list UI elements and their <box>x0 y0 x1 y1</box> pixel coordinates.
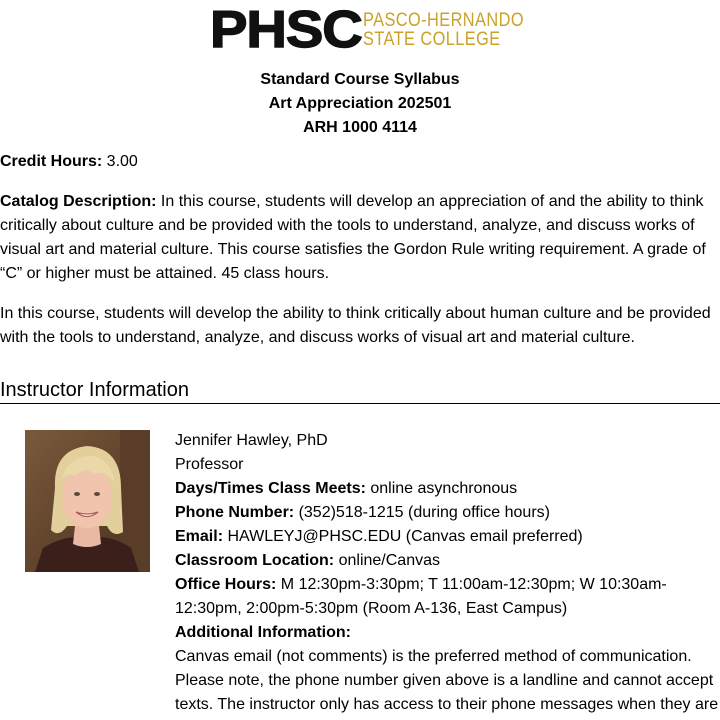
instructor-photo <box>25 430 150 572</box>
office-hours-label: Office Hours: <box>175 576 277 593</box>
additional-information-text: Canvas email (not comments) is the preferred method of communication. Please note, the phone number given above is a landline and cannot accept texts. The instructor only has access to their phone messages when they are <box>175 648 719 713</box>
course-summary: In this course, students will develop the ability to think critically about human culture and be provided with the tools to understand, analyze, and discuss works of visual art and material culture. <box>0 305 711 346</box>
logo-line-1: PASCO-HERNANDO <box>363 10 524 31</box>
course-code: ARH 1000 4114 <box>303 119 417 136</box>
email-label: Email: <box>175 528 224 545</box>
course-name: Art Appreciation 202501 <box>268 95 452 112</box>
class-days-times-value: online asynchronous <box>365 480 518 497</box>
logo-wordmark <box>363 11 524 49</box>
office-hours <box>175 573 720 621</box>
instructor-name: Jennifer Hawley, PhD <box>175 432 328 449</box>
classroom-location <box>175 549 720 573</box>
instructor-section-title: Instructor Information <box>0 377 720 404</box>
class-days-times <box>175 477 720 501</box>
classroom-location-value: online/Canvas <box>334 552 440 569</box>
phone-number-value: (352)518-1215 (during office hours) <box>294 504 550 521</box>
instructor-portrait-image <box>25 430 150 572</box>
email-value: HAWLEYJ@PHSC.EDU (Canvas email preferred) <box>223 528 583 545</box>
classroom-location-label: Classroom Location: <box>175 552 335 569</box>
phone-number <box>175 501 720 525</box>
syllabus-header <box>0 68 720 140</box>
catalog-description <box>0 190 712 286</box>
instructor-details <box>175 429 720 717</box>
credit-hours <box>0 150 712 174</box>
class-days-times-label: Days/Times Class Meets: <box>175 480 366 497</box>
instructor-position: Professor <box>175 456 244 473</box>
credit-hours-value: 3.00 <box>102 153 138 170</box>
catalog-description-label: Catalog Description: <box>0 193 157 210</box>
email <box>175 525 720 549</box>
additional-information-label: Additional Information: <box>175 624 351 641</box>
logo-mark: PHSC <box>210 1 362 59</box>
logo-line-2: STATE COLLEGE <box>363 29 501 50</box>
catalog-description-text: In this course, students will develop an appreciation of and the ability to think critically about culture and be provided with the tools to understand, analyze, and discuss works of visual art and material culture. This course satisfies the Gordon Rule writing requirement. A grade of “C” or higher must be attained. 45 class hours. <box>0 193 706 282</box>
phone-number-label: Phone Number: <box>175 504 295 521</box>
credit-hours-label: Credit Hours: <box>0 153 103 170</box>
phsc-logo <box>210 1 524 59</box>
syllabus-title: Standard Course Syllabus <box>260 71 460 88</box>
office-hours-value: M 12:30pm-3:30pm; T 11:00am-12:30pm; W 10:30am-12:30pm, 2:00pm-5:30pm (Room A-136, East Campus) <box>175 576 667 617</box>
